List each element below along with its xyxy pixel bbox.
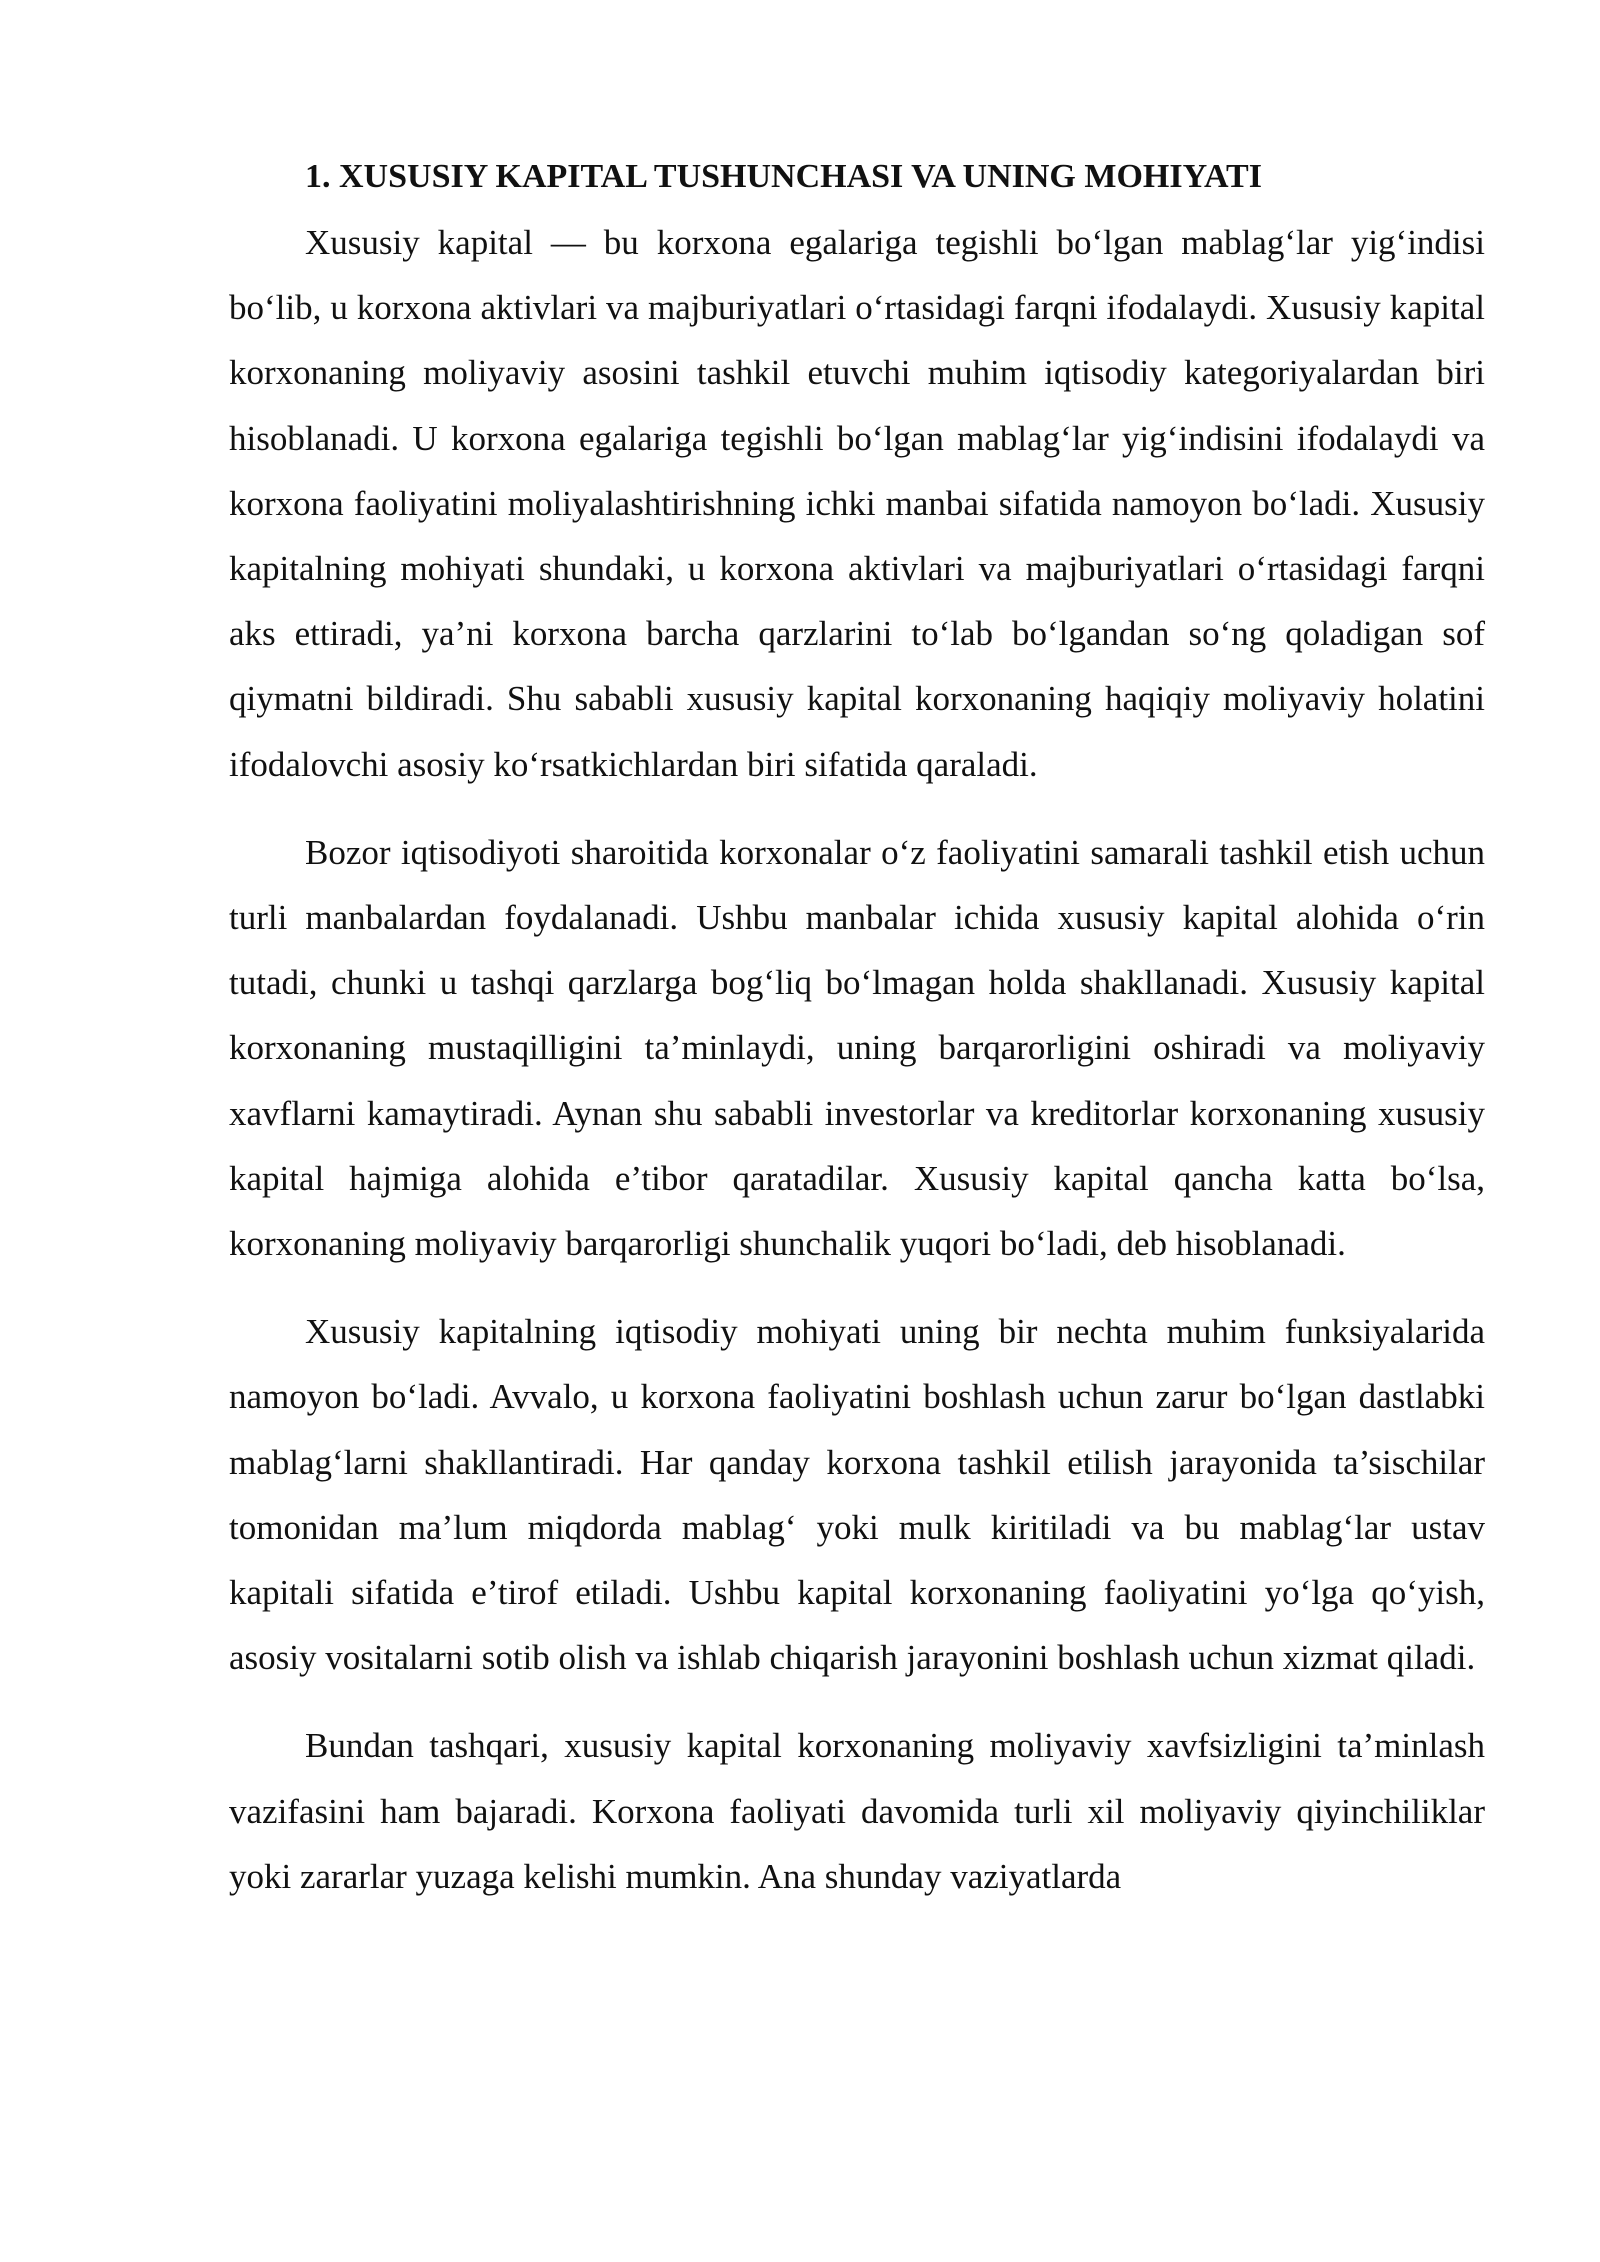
section-heading: 1. XUSUSIY KAPITAL TUSHUNCHASI VA UNING MOHIYATI [305,158,1262,195]
paragraph-4: Bundan tashqari, xususiy kapital korxonaning moliyaviy xavfsizligini ta’minlash vazifasini ham bajaradi. Korxona faoliyati davomida turli xil moliyaviy qiyinchiliklar yoki zararlar yuzaga kelishi mumkin. Ana shunday vaziyatlarda [229,1726,1485,1896]
document-body [229,152,1485,1909]
paragraph-2: Bozor iqtisodiyoti sharoitida korxonalar o‘z faoliyatini samarali tashkil etish uchun turli manbalardan foydalanadi. Ushbu manbalar ichida xususiy kapital alohida o‘rin tutadi, chunki u tashqi qarzlarga bog‘liq bo‘lmagan holda shakllanadi. Xususiy kapital korxonaning mustaqilligini ta’minlaydi, uning barqarorligini oshiradi va moliyaviy xavflarni kamaytiradi. Aynan shu sababli investorlar va kreditorlar korxonaning xususiy kapital hajmiga alohida e’tibor qaratadilar. Xususiy kapital qancha katta bo‘lsa, korxonaning moliyaviy barqarorligi shunchalik yuqori bo‘ladi, deb hisoblanadi. [229,832,1485,1264]
paragraph-1: Xususiy kapital — bu korxona egalariga tegishli bo‘lgan mablag‘lar yig‘indisi bo‘lib, u korxona aktivlari va majburiyatlari o‘rtasidagi farqni ifodalaydi. Xususiy kapital korxonaning moliyaviy asosini tashkil etuvchi muhim iqtisodiy kategoriyalardan biri hisoblanadi. U korxona egalariga tegishli bo‘lgan mablag‘lar yig‘indisini ifodalaydi va korxona faoliyatini moliyalashtirishning ichki manbai sifatida namoyon bo‘ladi. Xususiy kapitalning mohiyati shundaki, u korxona aktivlari va majburiyatlari o‘rtasidagi farqni aks ettiradi, ya’ni korxona barcha qarzlarini to‘lab bo‘lgandan so‘ng qoladigan sof qiymatni bildiradi. Shu sababli xususiy kapital korxonaning haqiqiy moliyaviy holatini ifodalovchi asosiy ko‘rsatkichlardan biri sifatida qaraladi. [229,223,1485,784]
paragraph-3: Xususiy kapitalning iqtisodiy mohiyati uning bir nechta muhim funksiyalarida namoyon bo‘ladi. Avvalo, u korxona faoliyatini boshlash uchun zarur bo‘lgan dastlabki mablag‘larni shakllantiradi. Har qanday korxona tashkil etilish jarayonida ta’sischilar tomonidan ma’lum miqdorda mablag‘ yoki mulk kiritiladi va bu mablag‘lar ustav kapitali sifatida e’tirof etiladi. Ushbu kapital korxonaning faoliyatini yo‘lga qo‘yish, asosiy vositalarni sotib olish va ishlab chiqarish jarayonini boshlash uchun xizmat qiladi. [229,1312,1485,1678]
